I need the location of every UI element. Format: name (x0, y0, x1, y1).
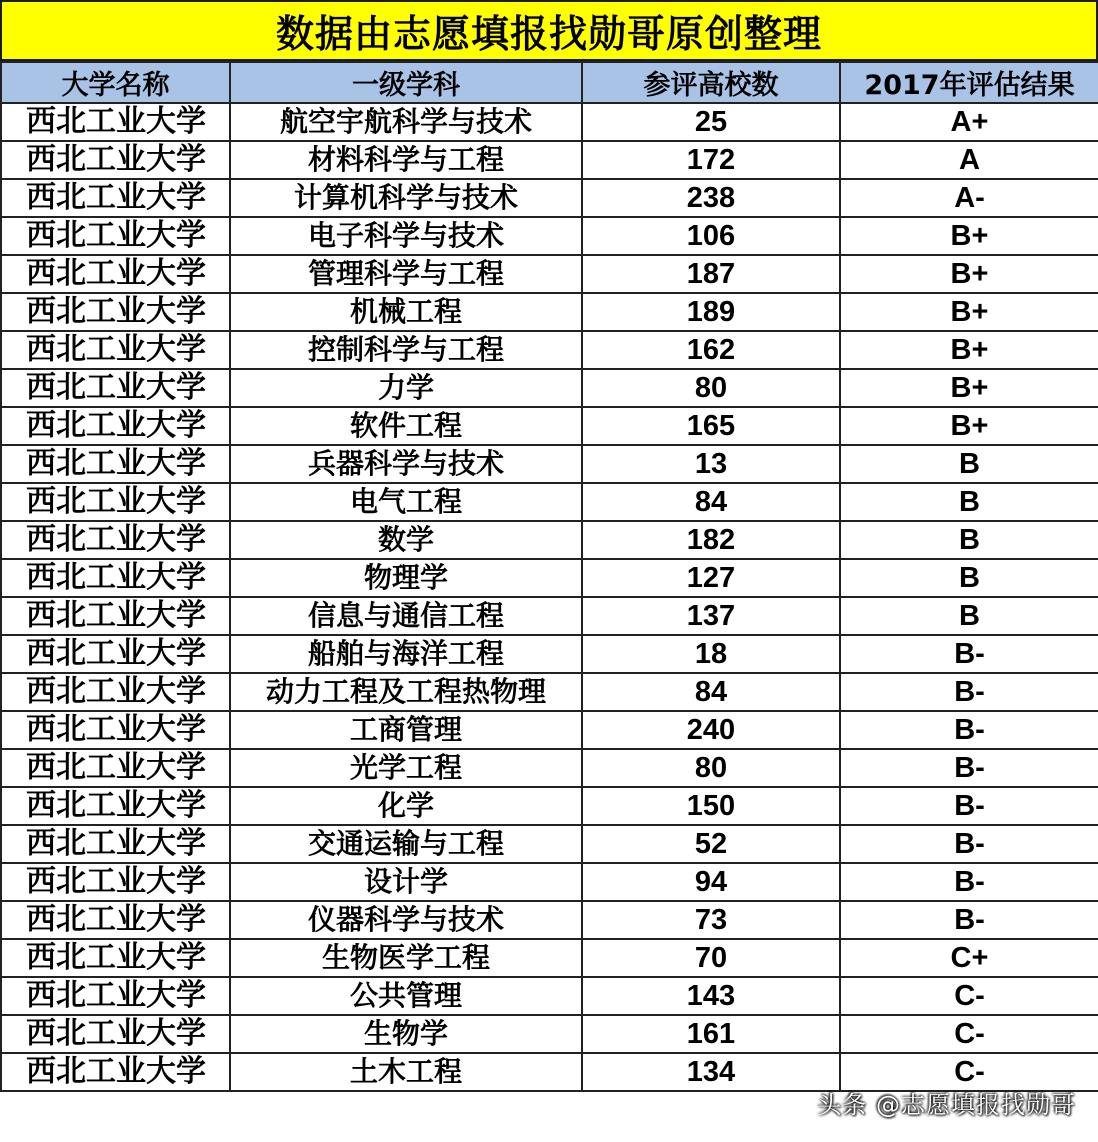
cell-discipline: 工商管理 (230, 711, 582, 749)
table-row (1, 369, 1098, 407)
cell-school: 西北工业大学 (1, 559, 230, 597)
cell-school: 西北工业大学 (1, 711, 230, 749)
table-header-row (1, 62, 1098, 103)
table-row (1, 179, 1098, 217)
cell-count: 127 (582, 559, 840, 597)
cell-school: 西北工业大学 (1, 1053, 230, 1091)
header-result: 2017年评估结果 (840, 62, 1098, 103)
cell-discipline: 土木工程 (230, 1053, 582, 1091)
cell-count: 143 (582, 977, 840, 1015)
cell-grade: B (840, 445, 1098, 483)
cell-discipline: 材料科学与工程 (230, 141, 582, 179)
cell-grade: B- (840, 787, 1098, 825)
cell-discipline: 力学 (230, 369, 582, 407)
table-row (1, 635, 1098, 673)
cell-count: 189 (582, 293, 840, 331)
cell-grade: B (840, 597, 1098, 635)
cell-discipline: 控制科学与工程 (230, 331, 582, 369)
cell-school: 西北工业大学 (1, 635, 230, 673)
cell-grade: A- (840, 179, 1098, 217)
table-row (1, 749, 1098, 787)
cell-discipline: 船舶与海洋工程 (230, 635, 582, 673)
cell-discipline: 物理学 (230, 559, 582, 597)
cell-grade: C- (840, 977, 1098, 1015)
table-row (1, 407, 1098, 445)
cell-school: 西北工业大学 (1, 141, 230, 179)
cell-discipline: 数学 (230, 521, 582, 559)
cell-discipline: 信息与通信工程 (230, 597, 582, 635)
header-discipline: 一级学科 (230, 62, 582, 103)
cell-school: 西北工业大学 (1, 521, 230, 559)
cell-grade: B+ (840, 369, 1098, 407)
cell-count: 80 (582, 749, 840, 787)
cell-grade: C- (840, 1053, 1098, 1091)
cell-discipline: 管理科学与工程 (230, 255, 582, 293)
cell-count: 150 (582, 787, 840, 825)
cell-grade: B (840, 521, 1098, 559)
cell-discipline: 公共管理 (230, 977, 582, 1015)
discipline-evaluation-table (0, 61, 1098, 1092)
cell-discipline: 设计学 (230, 863, 582, 901)
page-title: 数据由志愿填报找勋哥原创整理 (0, 0, 1098, 61)
cell-discipline: 生物医学工程 (230, 939, 582, 977)
cell-count: 182 (582, 521, 840, 559)
cell-discipline: 交通运输与工程 (230, 825, 582, 863)
cell-discipline: 软件工程 (230, 407, 582, 445)
cell-school: 西北工业大学 (1, 293, 230, 331)
cell-count: 80 (582, 369, 840, 407)
cell-count: 165 (582, 407, 840, 445)
cell-grade: B+ (840, 255, 1098, 293)
cell-school: 西北工业大学 (1, 255, 230, 293)
table-row (1, 863, 1098, 901)
cell-discipline: 电气工程 (230, 483, 582, 521)
cell-count: 162 (582, 331, 840, 369)
cell-discipline: 计算机科学与技术 (230, 179, 582, 217)
cell-count: 52 (582, 825, 840, 863)
cell-grade: B- (840, 673, 1098, 711)
cell-grade: C- (840, 1015, 1098, 1053)
table-row (1, 597, 1098, 635)
cell-grade: B- (840, 863, 1098, 901)
cell-discipline: 动力工程及工程热物理 (230, 673, 582, 711)
cell-count: 73 (582, 901, 840, 939)
table-row (1, 103, 1098, 141)
cell-school: 西北工业大学 (1, 179, 230, 217)
cell-school: 西北工业大学 (1, 787, 230, 825)
table-row (1, 331, 1098, 369)
cell-grade: B- (840, 901, 1098, 939)
cell-grade: C+ (840, 939, 1098, 977)
cell-school: 西北工业大学 (1, 825, 230, 863)
table-row (1, 939, 1098, 977)
cell-school: 西北工业大学 (1, 103, 230, 141)
cell-grade: B+ (840, 293, 1098, 331)
table-row (1, 141, 1098, 179)
cell-discipline: 兵器科学与技术 (230, 445, 582, 483)
cell-grade: B+ (840, 331, 1098, 369)
table-row (1, 483, 1098, 521)
cell-count: 161 (582, 1015, 840, 1053)
cell-discipline: 仪器科学与技术 (230, 901, 582, 939)
cell-discipline: 航空宇航科学与技术 (230, 103, 582, 141)
table-body (1, 103, 1098, 1091)
header-school: 大学名称 (1, 62, 230, 103)
cell-school: 西北工业大学 (1, 407, 230, 445)
table-row (1, 711, 1098, 749)
cell-grade: B- (840, 635, 1098, 673)
cell-school: 西北工业大学 (1, 445, 230, 483)
table-row (1, 901, 1098, 939)
cell-grade: B- (840, 825, 1098, 863)
cell-count: 240 (582, 711, 840, 749)
cell-grade: B- (840, 711, 1098, 749)
cell-count: 13 (582, 445, 840, 483)
cell-school: 西北工业大学 (1, 939, 230, 977)
table-row (1, 977, 1098, 1015)
cell-count: 238 (582, 179, 840, 217)
cell-school: 西北工业大学 (1, 863, 230, 901)
cell-school: 西北工业大学 (1, 977, 230, 1015)
cell-grade: A+ (840, 103, 1098, 141)
cell-school: 西北工业大学 (1, 1015, 230, 1053)
cell-count: 18 (582, 635, 840, 673)
cell-count: 137 (582, 597, 840, 635)
header-count: 参评高校数 (582, 62, 840, 103)
cell-grade: B- (840, 749, 1098, 787)
cell-grade: B+ (840, 217, 1098, 255)
cell-count: 187 (582, 255, 840, 293)
cell-school: 西北工业大学 (1, 673, 230, 711)
table-row (1, 521, 1098, 559)
table-row (1, 255, 1098, 293)
cell-count: 172 (582, 141, 840, 179)
table-row (1, 825, 1098, 863)
cell-school: 西北工业大学 (1, 483, 230, 521)
cell-discipline: 电子科学与技术 (230, 217, 582, 255)
cell-discipline: 生物学 (230, 1015, 582, 1053)
table-row (1, 559, 1098, 597)
table-row (1, 673, 1098, 711)
cell-school: 西北工业大学 (1, 901, 230, 939)
cell-discipline: 光学工程 (230, 749, 582, 787)
cell-count: 70 (582, 939, 840, 977)
cell-count: 84 (582, 673, 840, 711)
cell-school: 西北工业大学 (1, 217, 230, 255)
cell-grade: A (840, 141, 1098, 179)
watermark: 头条 @志愿填报找勋哥 (817, 1091, 1076, 1119)
cell-grade: B+ (840, 407, 1098, 445)
cell-count: 84 (582, 483, 840, 521)
cell-count: 94 (582, 863, 840, 901)
cell-grade: B (840, 483, 1098, 521)
cell-count: 134 (582, 1053, 840, 1091)
cell-school: 西北工业大学 (1, 597, 230, 635)
cell-school: 西北工业大学 (1, 369, 230, 407)
cell-school: 西北工业大学 (1, 749, 230, 787)
table-row (1, 445, 1098, 483)
cell-count: 25 (582, 103, 840, 141)
cell-school: 西北工业大学 (1, 331, 230, 369)
table-row (1, 293, 1098, 331)
cell-count: 106 (582, 217, 840, 255)
table-row (1, 787, 1098, 825)
table-row (1, 217, 1098, 255)
cell-grade: B (840, 559, 1098, 597)
cell-discipline: 化学 (230, 787, 582, 825)
table-row (1, 1015, 1098, 1053)
cell-discipline: 机械工程 (230, 293, 582, 331)
